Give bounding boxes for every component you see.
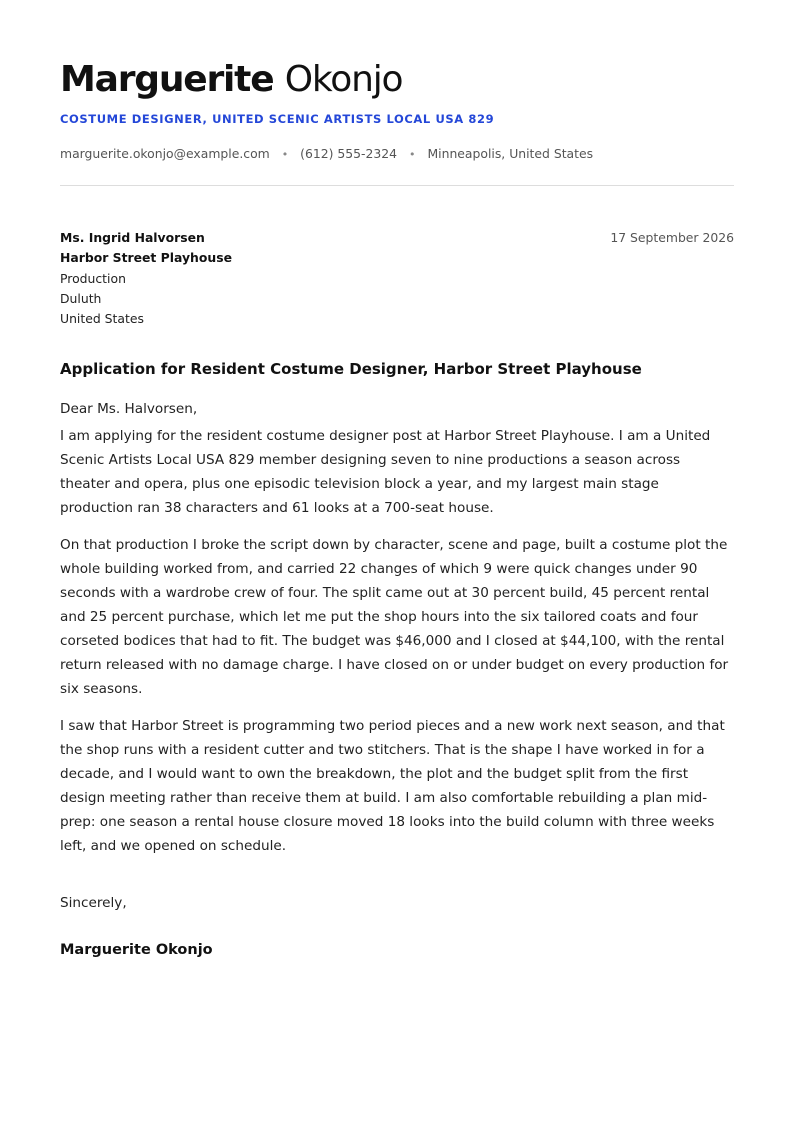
body-paragraph: I am applying for the resident costume designer post at Harbor Street Playhouse. I am a United Scenic Artists Local USA 829 member designing seven to nine productions a season across theater and opera, plus one episodic television block a year, and my largest main stage production ran 38 characters and 61 looks at a 700-seat house. bbox=[60, 428, 711, 516]
body-paragraph: I saw that Harbor Street is programming two period pieces and a new work next season, and that the shop runs with a resident cutter and two stitchers. That is the shape I have worked in for a decade, and I would want to own the breakdown, the plot and the budget split from the first design meeting rather than receive them at build. I am also comfortable rebuilding a plan mid-prep: one season a rental house closure moved 18 looks into the build column with three weeks left, and we opened on schedule. bbox=[60, 718, 725, 854]
signature: Marguerite Okonjo bbox=[60, 941, 213, 958]
header-divider bbox=[60, 185, 734, 186]
body-paragraph: On that production I broke the script down by character, scene and page, built a costume plot the whole building worked from, and carried 22 changes of which 9 were quick changes under 90 seconds with a wardrobe crew of four. The split came out at 30 percent build, 45 percent rental and 25 percent purchase, which let me put the shop hours into the six tailored coats and four corseted bodices that had to fit. The budget was $46,000 and I closed at $44,100, with the rental return released with no damage charge. I have closed on or under budget on every production for six seasons. bbox=[60, 537, 729, 697]
recipient-block bbox=[60, 228, 734, 328]
salutation: Dear Ms. Halvorsen, bbox=[60, 401, 198, 417]
letter-date: 17 September 2026 bbox=[610, 230, 734, 245]
applicant-name bbox=[60, 58, 734, 102]
contact-location: Minneapolis, United States bbox=[427, 146, 594, 161]
recipient-company: Harbor Street Playhouse bbox=[60, 250, 232, 266]
letter-subject: Application for Resident Costume Designer, Harbor Street Playhouse bbox=[60, 360, 642, 378]
applicant-first-name: Marguerite bbox=[60, 59, 274, 100]
closing: Sincerely, bbox=[60, 894, 127, 911]
recipient-department: Production bbox=[60, 270, 126, 286]
recipient-city: Duluth bbox=[60, 290, 102, 306]
contact-separator: • bbox=[281, 148, 289, 161]
applicant-role: COSTUME DESIGNER, UNITED SCENIC ARTISTS LOCAL USA 829 bbox=[60, 112, 495, 126]
recipient-country: United States bbox=[60, 311, 144, 327]
contact-phone: (612) 555-2324 bbox=[300, 146, 398, 161]
cover-letter bbox=[60, 58, 734, 961]
contact-separator: • bbox=[409, 148, 416, 161]
contact-email: marguerite.okonjo@example.com bbox=[60, 146, 270, 161]
applicant-last-name: Okonjo bbox=[284, 59, 403, 100]
contact-line bbox=[60, 145, 734, 163]
recipient-name: Ms. Ingrid Halvorsen bbox=[60, 230, 205, 245]
